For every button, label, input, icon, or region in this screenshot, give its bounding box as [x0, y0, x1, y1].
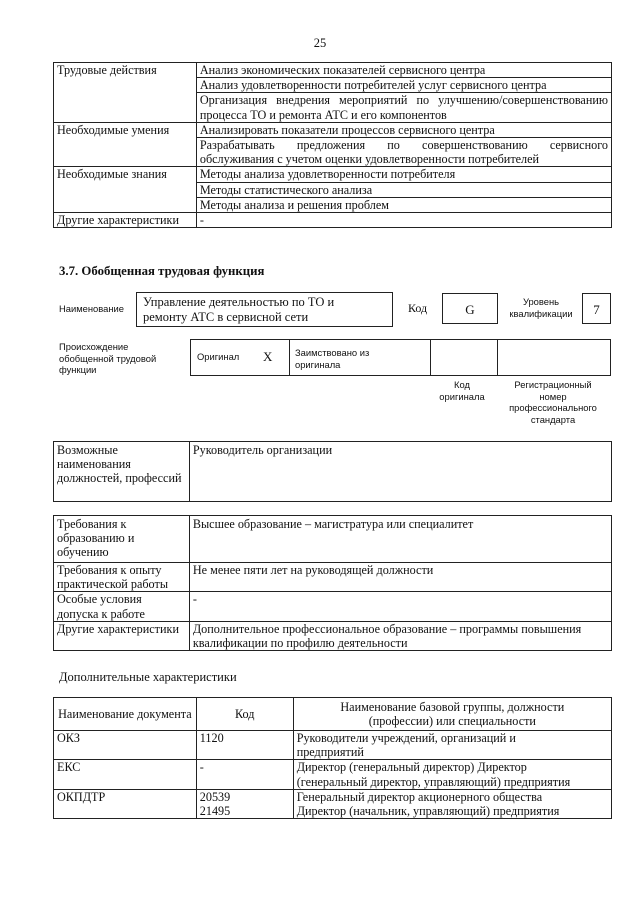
column-header: Код	[196, 698, 293, 731]
doc-cell: ОКЗ	[54, 731, 197, 760]
list-item: Анализ удовлетворенности потребителей услуг сервисного центра	[196, 78, 611, 93]
code-label: Код	[408, 301, 428, 315]
name-cell: Руководители учреждений, организаций и предприятий	[293, 731, 611, 760]
table-row	[54, 789, 612, 818]
level-value: 7	[593, 302, 600, 317]
list-item: Анализ экономических показателей сервисного центра	[196, 63, 611, 78]
list-item-text: Разрабатывать предложения по совершенствованию сервисного обслуживания с учетом оценки удовлетворенности потребителей	[199, 138, 608, 167]
table-row	[54, 63, 612, 78]
function-name: Управление деятельностью по ТО и ремонту АТС в сервисной сети	[143, 295, 335, 324]
table-row	[54, 213, 612, 228]
list-item: -	[196, 213, 611, 228]
list-item: Анализировать показатели процессов сервисного центра	[196, 122, 611, 137]
code-value: G	[465, 302, 475, 317]
row-value: Не менее пяти лет на руководящей должности	[189, 563, 611, 592]
level-label: Уровень квалификации	[509, 296, 573, 319]
row-label: Трудовые действия	[54, 63, 197, 123]
table-row	[54, 621, 612, 650]
divider	[497, 340, 498, 375]
row-value: Дополнительное профессиональное образование – программы повышения квалификации по профилю деятельности	[189, 621, 611, 650]
additional-table	[53, 697, 612, 819]
row-value: Высшее образование – магистратура или специалитет	[189, 516, 611, 563]
name-label: Наименование	[59, 303, 124, 314]
list-item: Методы статистического анализа	[196, 182, 611, 197]
positions-value: Руководитель организации	[189, 442, 611, 502]
row-label: Возможные наименования должностей, профессий	[54, 442, 190, 502]
level-box	[582, 293, 611, 324]
table-row	[54, 563, 612, 592]
row-label: Необходимые знания	[54, 167, 197, 213]
table-row	[54, 516, 612, 563]
labor-function-table	[53, 62, 612, 228]
additional-title: Дополнительные характеристики	[59, 670, 237, 684]
code-original-caption: Код оригинала	[439, 379, 485, 402]
table-row	[54, 167, 612, 182]
list-item: Методы анализа и решения проблем	[196, 197, 611, 212]
function-name-box	[136, 292, 393, 327]
reg-number-caption: Регистрационный номер профессионального стандарта	[509, 379, 597, 425]
positions-table	[53, 441, 612, 502]
original-mark: X	[263, 349, 273, 364]
row-label: Особые условия допуска к работе	[54, 592, 190, 621]
table-row	[54, 442, 612, 502]
column-header: Наименование базовой группы, должности (профессии) или специальности	[293, 698, 611, 731]
table-row	[54, 592, 612, 621]
section-title: 3.7. Обобщенная трудовая функция	[59, 264, 265, 278]
code-box	[442, 293, 498, 324]
requirements-table	[53, 515, 612, 651]
table-header-row	[54, 698, 612, 731]
doc-cell: ОКПДТР	[54, 789, 197, 818]
row-label: Требования к образованию и обучению	[54, 516, 190, 563]
row-label: Требования к опыту практической работы	[54, 563, 190, 592]
name-cell: Директор (генеральный директор) Директор (генеральный директор, управляющий) предприятия	[293, 760, 611, 789]
divider	[430, 340, 431, 375]
column-header: Наименование документа	[54, 698, 197, 731]
list-item	[196, 93, 611, 122]
divider	[289, 340, 290, 375]
borrowed-label: Заимствовано из оригинала	[295, 347, 370, 370]
table-row	[54, 122, 612, 137]
row-value: -	[189, 592, 611, 621]
origin-label: Происхождение обобщенной трудовой функции	[59, 341, 157, 375]
doc-cell: ЕКС	[54, 760, 197, 789]
page-number: 25	[313, 36, 327, 50]
code-cell: -	[196, 760, 293, 789]
original-label: Оригинал	[197, 351, 240, 362]
row-label: Другие характеристики	[54, 621, 190, 650]
name-cell: Генеральный директор акционерного общества Директор (начальник, управляющий) предприятия	[293, 789, 611, 818]
list-item-text: Организация внедрения мероприятий по улучшению/совершенствованию процесса ТО и ремонта АТС и его компонентов	[199, 93, 608, 122]
table-row	[54, 731, 612, 760]
table-row	[54, 760, 612, 789]
row-label: Необходимые умения	[54, 122, 197, 167]
list-item: Методы анализа удовлетворенности потребителя	[196, 167, 611, 182]
code-cell: 1120	[196, 731, 293, 760]
origin-box	[190, 339, 611, 376]
list-item	[196, 138, 611, 167]
row-label: Другие характеристики	[54, 213, 197, 228]
code-cell: 20539 21495	[196, 789, 293, 818]
